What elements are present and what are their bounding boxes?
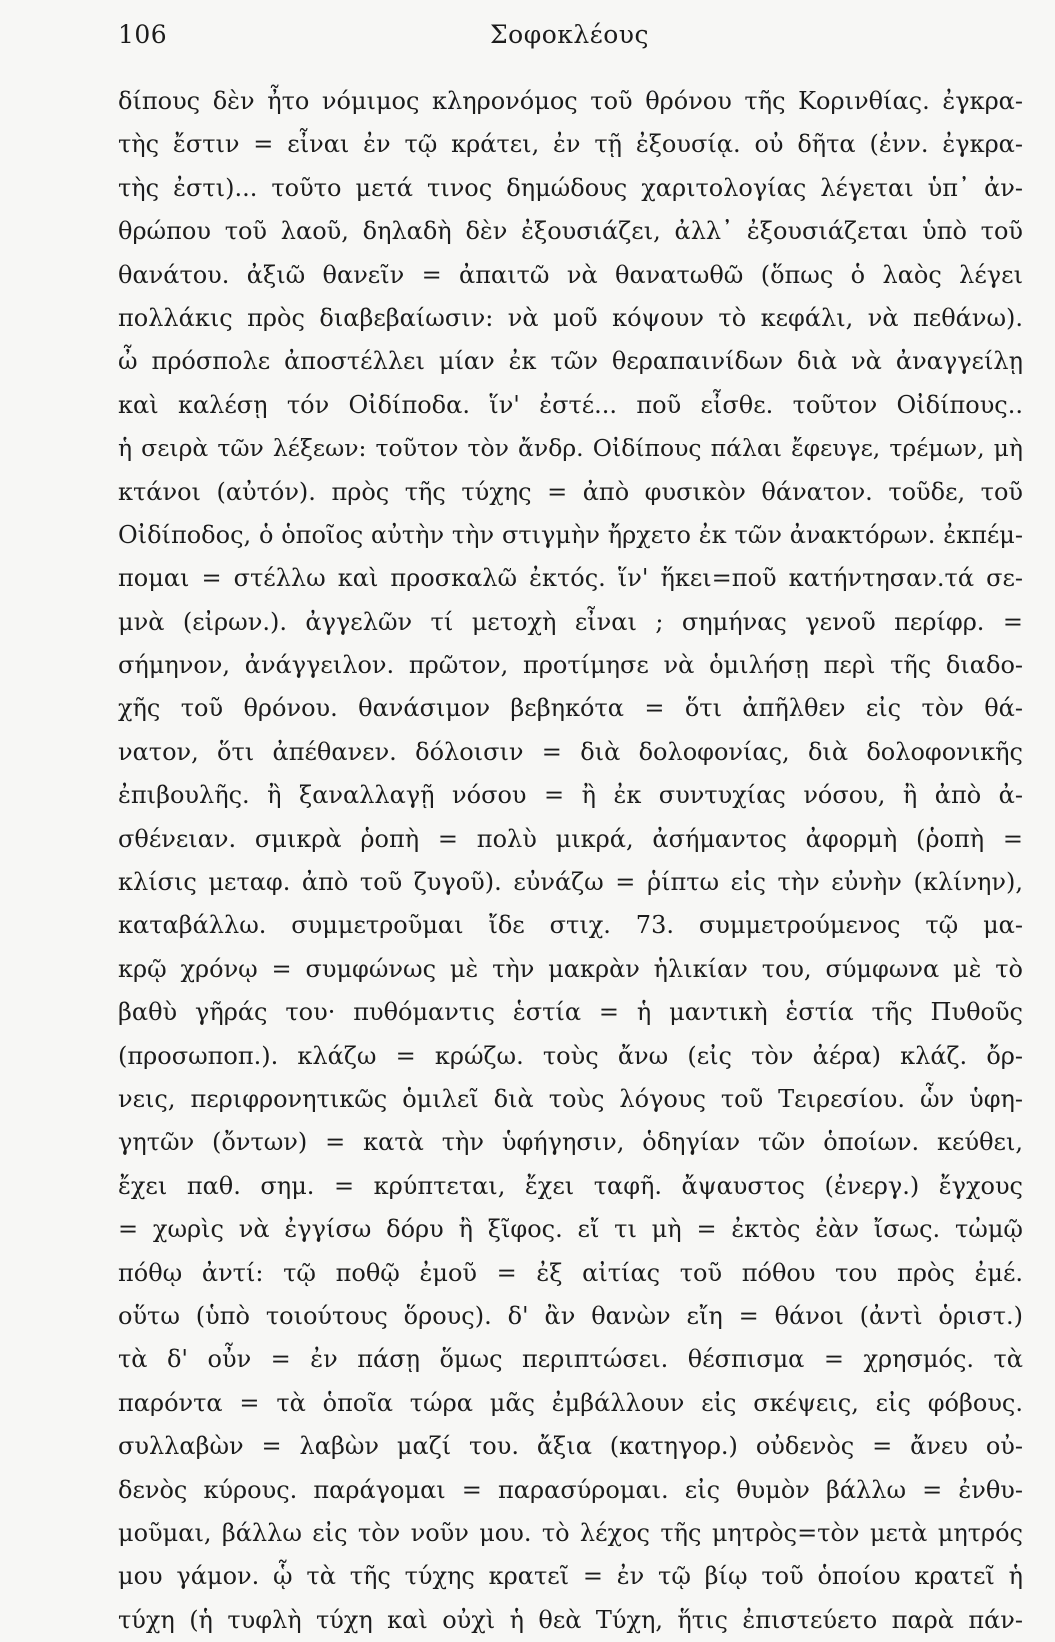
text-line: τὴς ἐστι)... τοῦτο μετά τινος δημώδους χαριτολογίας λέγεται ὑπ᾽ ἀν- — [118, 173, 1023, 202]
running-title: Σοφοκλέους — [490, 20, 649, 49]
page-number: 106 — [118, 20, 168, 49]
text-line: πόθῳ ἀντί: τῷ ποθῷ ἐμοῦ = ἐξ αἰτίας τοῦ πόθου του πρὸς ἐμέ. — [118, 1258, 1023, 1287]
text-line: καὶ καλέσῃ τόν Οἰδίποδα. ἵν' ἐστέ... ποῦ εἶσθε. τοῦτον Οἰδίπους.. — [118, 390, 1023, 419]
text-line: μνὰ (εἰρων.). ἀγγελῶν τί μετοχὴ εἶναι ; σημήνας γενοῦ περίφρ. = — [118, 607, 1023, 636]
text-line: δίπους δὲν ἦτο νόμιμος κληρονόμος τοῦ θρόνου τῆς Κορινθίας. ἐγκρα- — [118, 87, 1023, 115]
text-line: = χωρὶς νὰ ἐγγίσω δόρυ ἢ ξῖφος. εἴ τι μὴ = ἐκτὸς ἐὰν ἴσως. τὠμῷ — [118, 1215, 1023, 1244]
text-line: οὕτω (ὑπὸ τοιούτους ὅρους). δ' ἂν θανὼν εἴη = θάνοι (ἀντὶ ὁριστ.) — [118, 1301, 1023, 1330]
text-line: κλίσις μεταφ. ἀπὸ τοῦ ζυγοῦ). εὐνάζω = ῥίπτω εἰς τὴν εὐνὴν (κλίνην), — [118, 868, 1023, 897]
text-line: κτάνοι (αὐτόν). πρὸς τῆς τύχης = ἀπὸ φυσικὸν θάνατον. τοῦδε, τοῦ — [118, 477, 1023, 506]
text-line: σήμηνον, ἀνάγγειλον. πρῶτον, προτίμησε νὰ ὁμιλήσῃ περὶ τῆς διαδο- — [118, 651, 1023, 680]
text-line: ἡ σειρὰ τῶν λέξεων: τοῦτον τὸν ἄνδρ. Οἰδίπους πάλαι ἔφευγε, τρέμων, μὴ — [118, 434, 1023, 463]
text-line: ἐπιβουλῆς. ἢ ξαναλλαγῇ νόσου = ἢ ἐκ συντυχίας νόσου, ἢ ἀπὸ ἀ- — [118, 781, 1023, 810]
commentary-text — [118, 80, 1023, 1642]
text-line: ἔχει παθ. σημ. = κρύπτεται, ἔχει ταφῆ. ἄψαυστος (ἐνεργ.) ἔγχους — [118, 1171, 1023, 1200]
running-head — [118, 20, 1055, 54]
text-line: δενὸς κύρους. παράγομαι = παρασύρομαι. εἰς θυμὸν βάλλω = ἐνθυ- — [118, 1475, 1023, 1504]
text-line: μου γάμον. ᾧ τὰ τῆς τύχης κρατεῖ = ἐν τῷ βίῳ τοῦ ὁποίου κρατεῖ ἡ — [118, 1562, 1023, 1591]
text-line: τὴς ἔστιν = εἶναι ἐν τῷ κράτει, ἐν τῇ ἐξουσίᾳ. οὐ δῆτα (ἐνν. ἐγκρα- — [118, 130, 1023, 159]
text-line: πομαι = στέλλω καὶ προσκαλῶ ἐκτός. ἵν' ἥκει=ποῦ κατήντησαν.τά σε- — [118, 564, 1023, 593]
text-line: συλλαβὼν = λαβὼν μαζί του. ἄξια (κατηγορ.) οὐδενὸς = ἄνευ οὐ- — [118, 1432, 1023, 1461]
text-line: ὦ πρόσπολε ἀποστέλλει μίαν ἐκ τῶν θεραπαινίδων διὰ νὰ ἀναγγείλῃ — [118, 347, 1023, 376]
text-line: θανάτου. ἀξιῶ θανεῖν = ἀπαιτῶ νὰ θανατωθῶ (ὅπως ὁ λαὸς λέγει — [118, 260, 1023, 289]
text-line: παρόντα = τὰ ὁποῖα τώρα μᾶς ἐμβάλλουν εἰς σκέψεις, εἰς φόβους. — [118, 1388, 1023, 1417]
text-line: βαθὺ γῆράς του· πυθόμαντις ἑστία = ἡ μαντικὴ ἑστία τῆς Πυθοῦς — [118, 998, 1023, 1027]
text-line: κρῷ χρόνῳ = συμφώνως μὲ τὴν μακρὰν ἡλικίαν του, σύμφωνα μὲ τὸ — [118, 954, 1023, 983]
text-line: μοῦμαι, βάλλω εἰς τὸν νοῦν μου. τὸ λέχος τῆς μητρὸς=τὸν μετὰ μητρός — [118, 1518, 1023, 1547]
text-line: πολλάκις πρὸς διαβεβαίωσιν: νὰ μοῦ κόψουν τὸ κεφάλι, νὰ πεθάνω). — [118, 303, 1023, 332]
text-line: (προσωποπ.). κλάζω = κρώζω. τοὺς ἄνω (εἰς τὸν ἀέρα) κλάζ. ὄρ- — [118, 1041, 1023, 1070]
text-line: νατον, ὅτι ἀπέθανεν. δόλοισιν = διὰ δολοφονίας, διὰ δολοφονικῆς — [118, 737, 1023, 766]
text-line: χῆς τοῦ θρόνου. θανάσιμον βεβηκότα = ὅτι ἀπῆλθεν εἰς τὸν θά- — [118, 694, 1023, 723]
text-line: γητῶν (ὄντων) = κατὰ τὴν ὑφήγησιν, ὁδηγίαν τῶν ὁποίων. κεύθει, — [118, 1128, 1023, 1157]
text-line: θρώπου τοῦ λαοῦ, δηλαδὴ δὲν ἐξουσιάζει, ἀλλ᾽ ἐξουσιάζεται ὑπὸ τοῦ — [118, 217, 1023, 246]
text-line: νεις, περιφρονητικῶς ὁμιλεῖ διὰ τοὺς λόγους τοῦ Τειρεσίου. ὧν ὑφη- — [118, 1084, 1023, 1113]
text-line: σθένειαν. σμικρὰ ῥοπὴ = πολὺ μικρά, ἀσήμαντος ἀφορμὴ (ῥοπὴ = — [118, 824, 1023, 853]
text-line: καταβάλλω. συμμετροῦμαι ἴδε στιχ. 73. συμμετρούμενος τῷ μα- — [118, 911, 1023, 940]
text-line: τύχη (ἡ τυφλὴ τύχη καὶ οὐχὶ ἡ θεὰ Τύχη, ἥτις ἐπιστεύετο παρὰ πάν- — [118, 1605, 1023, 1634]
text-line: Οἰδίποδος, ὁ ὁποῖος αὐτὴν τὴν στιγμὴν ἤρχετο ἐκ τῶν ἀνακτόρων. ἐκπέμ- — [118, 520, 1023, 549]
text-line: τὰ δ' οὖν = ἐν πάσῃ ὅμως περιπτώσει. θέσπισμα = χρησμός. τὰ — [118, 1345, 1023, 1374]
